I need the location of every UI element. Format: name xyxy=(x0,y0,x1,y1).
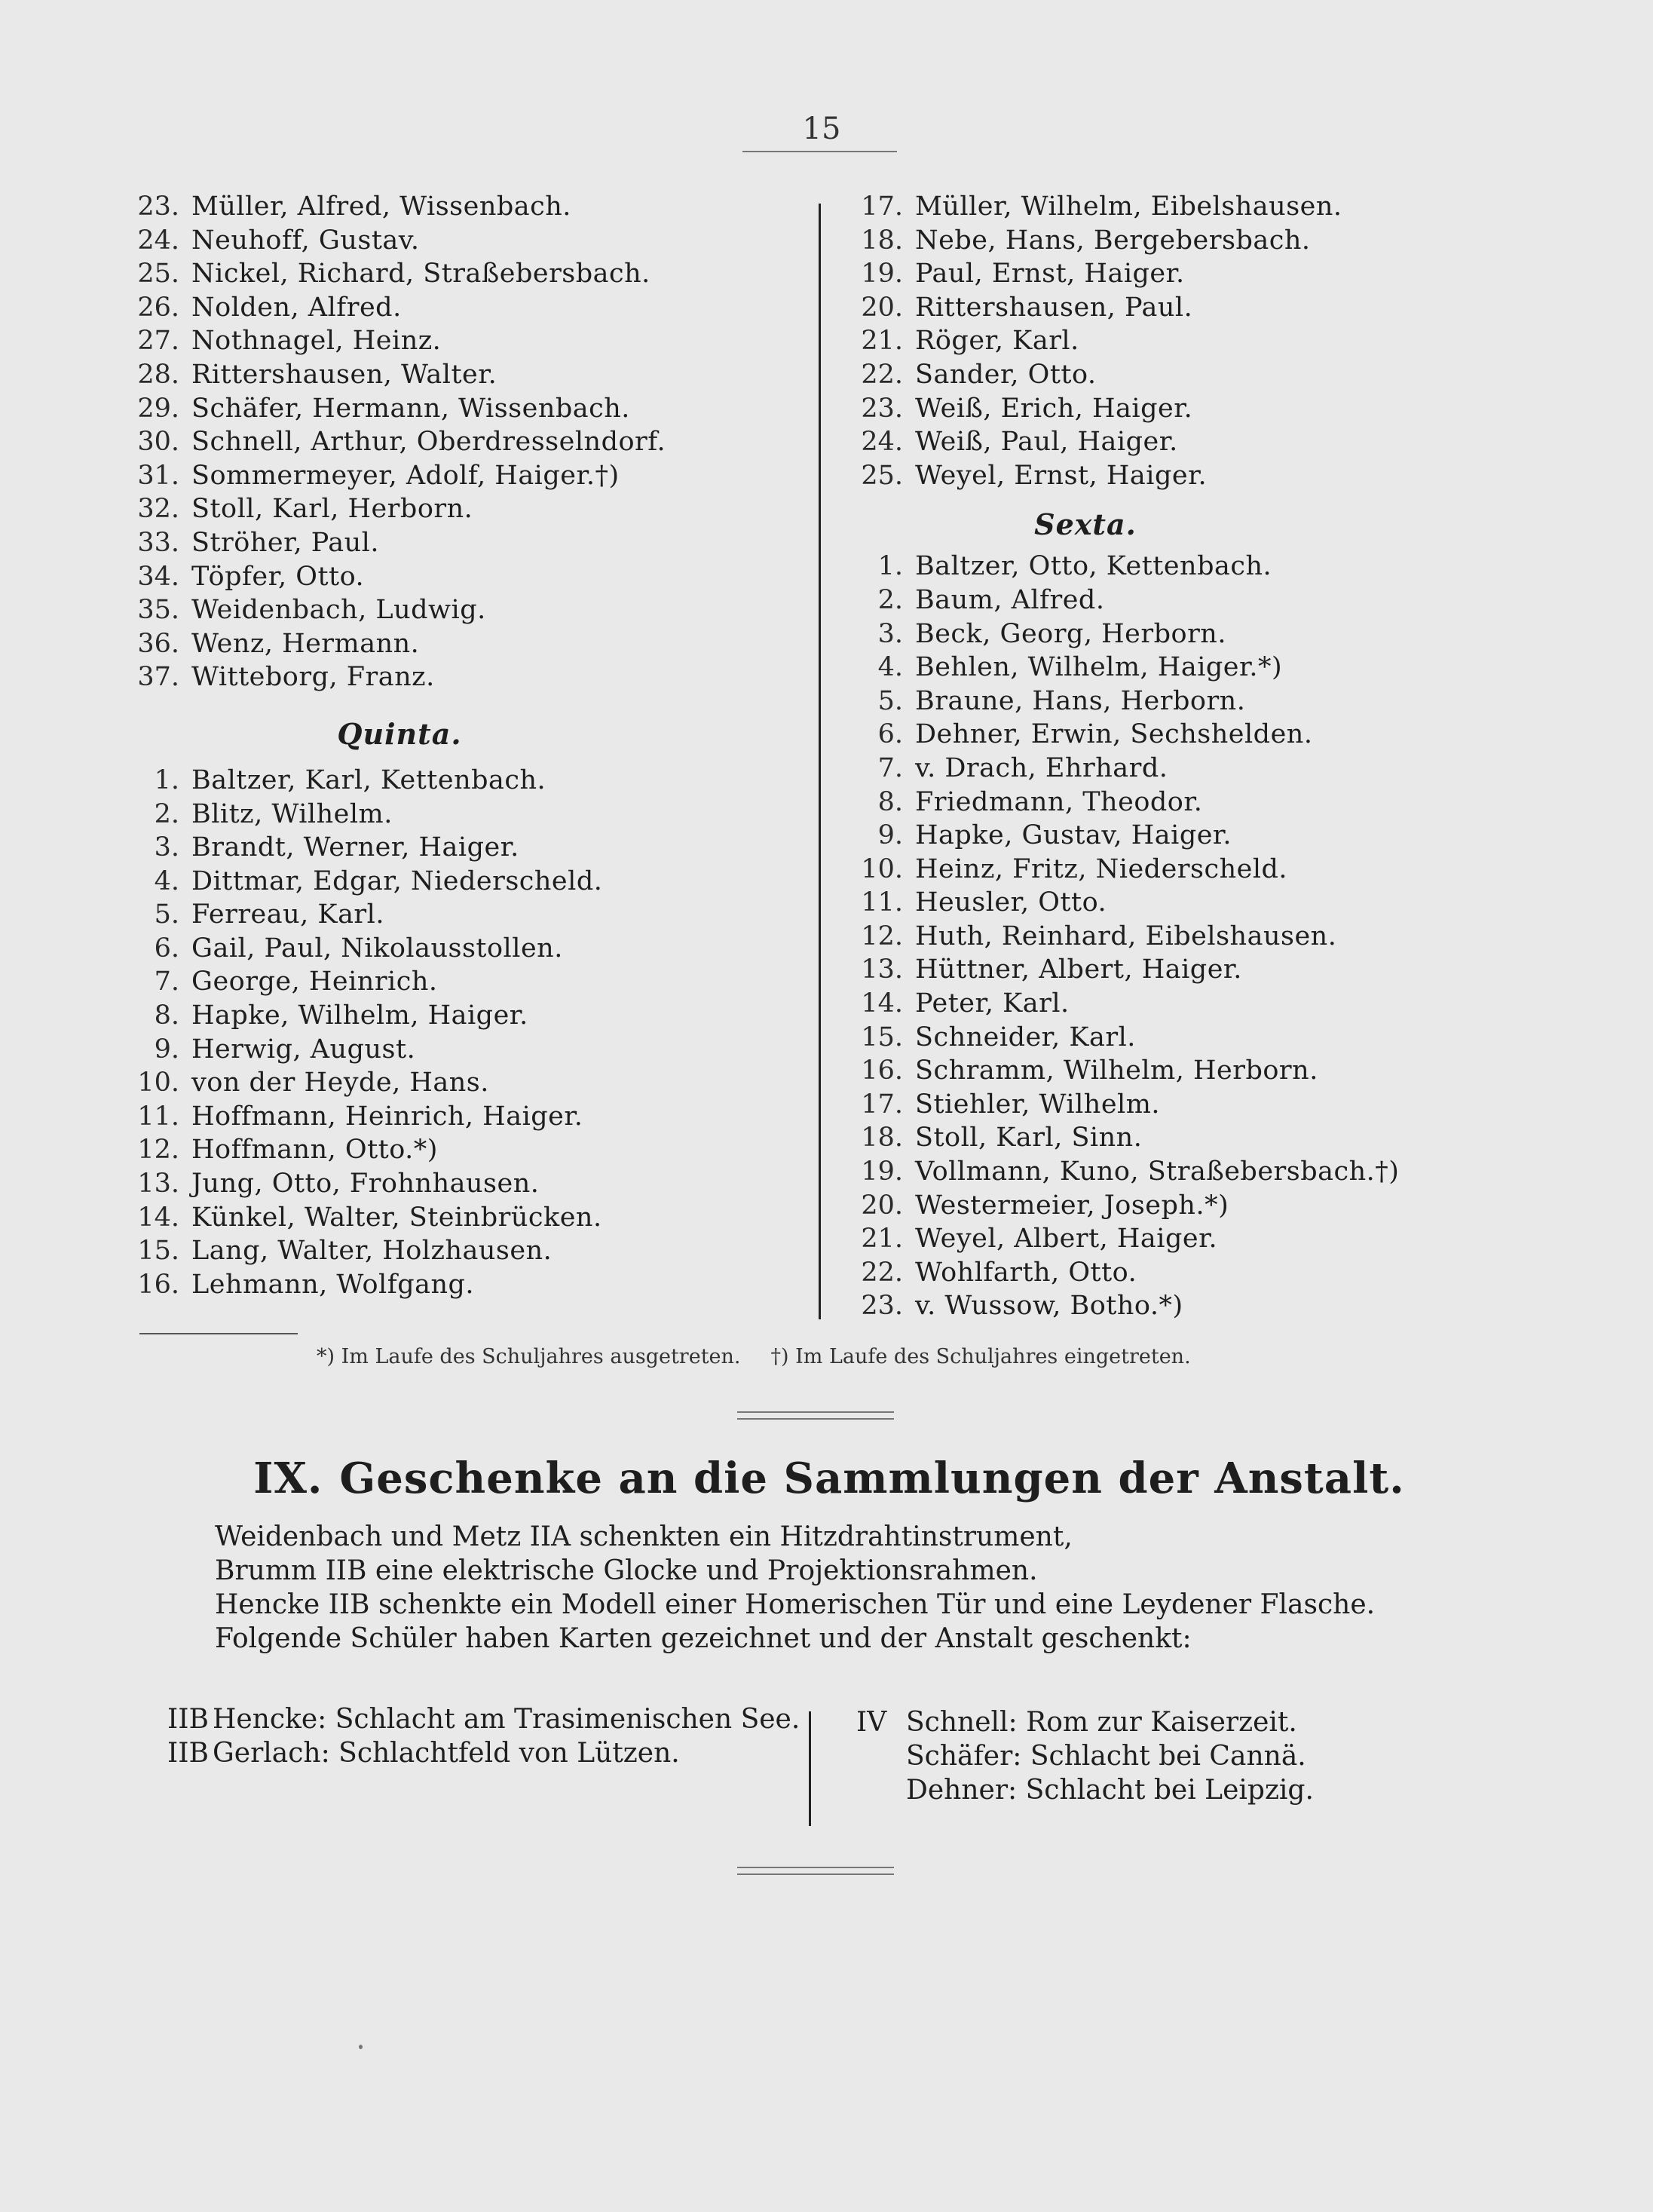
list-item-name: Dittmar, Edgar, Niederscheld. xyxy=(191,865,603,896)
footnote-rule xyxy=(139,1333,298,1334)
list-item-name: Hüttner, Albert, Haiger. xyxy=(915,954,1242,985)
list-item xyxy=(121,257,799,291)
list-item-name: Ströher, Paul. xyxy=(191,527,379,558)
quinta-list xyxy=(121,764,799,1302)
list-item xyxy=(121,593,799,627)
list-item xyxy=(121,190,799,224)
list-item-name: Braune, Hans, Herborn. xyxy=(915,685,1246,716)
column-divider xyxy=(819,204,821,1319)
list-item-name: Schnell, Arthur, Oberdresselndorf. xyxy=(191,427,666,458)
list-item-name: Peter, Karl. xyxy=(915,988,1070,1019)
list-item xyxy=(121,965,799,999)
list-item xyxy=(121,764,799,798)
list-item-number: 27. xyxy=(137,326,179,357)
list-item-name: Weiß, Paul, Haiger. xyxy=(915,427,1178,458)
list-item-number: 28. xyxy=(137,359,179,390)
list-item xyxy=(844,1088,1523,1122)
list-item-number: 20. xyxy=(861,292,903,323)
list-item xyxy=(844,1256,1523,1290)
list-item-number: 5. xyxy=(877,685,903,716)
gifts-left xyxy=(167,1702,823,1770)
list-item-number: 21. xyxy=(861,1224,903,1255)
list-item-number: 23. xyxy=(861,393,903,424)
gifts-divider xyxy=(809,1711,811,1826)
list-item xyxy=(844,651,1523,685)
gift-text: Hencke: Schlacht am Trasimenischen See. xyxy=(213,1704,800,1735)
list-item-name: Hoffmann, Otto.*) xyxy=(191,1135,438,1166)
paragraph-line: Weidenbach und Metz IIA schenkten ein Hitzdrahtinstrument, xyxy=(215,1521,1073,1552)
list-item xyxy=(844,920,1523,954)
list-item xyxy=(844,886,1523,920)
list-item xyxy=(844,1222,1523,1256)
list-item-name: Sander, Otto. xyxy=(915,359,1097,390)
gift-row xyxy=(856,1773,1474,1807)
list-item-number: 19. xyxy=(861,1157,903,1187)
list-item-name: Baltzer, Otto, Kettenbach. xyxy=(915,551,1272,582)
list-item-name: Rittershausen, Walter. xyxy=(191,359,497,390)
list-item-name: Ferreau, Karl. xyxy=(191,899,384,930)
list-item-name: Schneider, Karl. xyxy=(915,1022,1136,1052)
list-item xyxy=(121,1033,799,1067)
gift-class: IIB xyxy=(167,1738,209,1769)
list-item xyxy=(844,1189,1523,1223)
list-item-name: Brandt, Werner, Haiger. xyxy=(191,832,519,863)
list-item xyxy=(844,685,1523,718)
paragraph-line: Folgende Schüler haben Karten gezeichnet und der Anstalt geschenkt: xyxy=(215,1623,1192,1654)
list-item-number: 2. xyxy=(154,798,179,829)
list-item-number: 17. xyxy=(861,1089,903,1120)
list-item-name: von der Heyde, Hans. xyxy=(191,1068,489,1098)
page-number-rule xyxy=(742,151,897,152)
list-item-number: 35. xyxy=(137,595,179,626)
list-item-name: Nolden, Alfred. xyxy=(191,292,402,323)
list-item-name: Baltzer, Karl, Kettenbach. xyxy=(191,764,546,795)
list-item-number: 36. xyxy=(137,628,179,659)
list-item-number: 9. xyxy=(154,1034,179,1065)
list-item xyxy=(121,1100,799,1134)
section-separator-top xyxy=(737,1411,894,1420)
list-item xyxy=(844,819,1523,853)
list-item-name: Müller, Wilhelm, Eibelshausen. xyxy=(915,191,1342,222)
list-item-name: Schramm, Wilhelm, Herborn. xyxy=(915,1055,1318,1086)
list-item xyxy=(121,358,799,392)
right-column xyxy=(844,190,1523,1323)
list-item xyxy=(844,550,1523,584)
list-item xyxy=(121,898,799,932)
list-item xyxy=(844,1289,1523,1323)
gift-class: IV xyxy=(856,1707,887,1738)
paragraph-line: Hencke IIB schenkte ein Modell einer Homerischen Tür und eine Leydener Flasche. xyxy=(215,1589,1376,1620)
list-item-name: Hapke, Gustav, Haiger. xyxy=(915,820,1232,851)
list-item xyxy=(121,865,799,899)
list-item-name: Friedmann, Theodor. xyxy=(915,786,1203,817)
list-item xyxy=(844,853,1523,887)
left-column xyxy=(121,190,799,1301)
list-item-name: Heusler, Otto. xyxy=(915,887,1107,918)
list-item-number: 13. xyxy=(137,1169,179,1199)
list-item xyxy=(121,425,799,459)
list-item xyxy=(121,1268,799,1302)
gift-text: Schnell: Rom zur Kaiserzeit. xyxy=(906,1707,1297,1738)
list-item xyxy=(844,617,1523,651)
list-item-number: 24. xyxy=(137,225,179,256)
list-item xyxy=(844,358,1523,392)
list-item-name: Nothnagel, Heinz. xyxy=(191,326,442,357)
list-item xyxy=(121,560,799,594)
list-item-number: 1. xyxy=(877,551,903,582)
list-item-name: Jung, Otto, Frohnhausen. xyxy=(191,1169,540,1199)
list-item-name: Paul, Ernst, Haiger. xyxy=(915,259,1185,290)
list-item xyxy=(844,224,1523,258)
paper-speck xyxy=(359,2045,363,2049)
list-item xyxy=(844,953,1523,987)
section-paragraph xyxy=(215,1520,1459,1656)
list-item-number: 29. xyxy=(137,393,179,424)
list-item-number: 25. xyxy=(137,259,179,290)
list-item-number: 14. xyxy=(861,988,903,1019)
list-item xyxy=(844,786,1523,820)
sexta-list xyxy=(844,550,1523,1323)
list-item xyxy=(844,1021,1523,1055)
list-item xyxy=(844,324,1523,358)
list-item-name: Behlen, Wilhelm, Haiger.*) xyxy=(915,652,1283,683)
list-item-number: 12. xyxy=(861,921,903,951)
list-item-number: 23. xyxy=(137,191,179,222)
list-item-name: Blitz, Wilhelm. xyxy=(191,798,393,829)
list-item-number: 26. xyxy=(137,292,179,323)
gift-class: IIB xyxy=(167,1704,209,1735)
list-item-number: 37. xyxy=(137,662,179,693)
list-item-name: Dehner, Erwin, Sechshelden. xyxy=(915,719,1313,750)
list-item xyxy=(121,1234,799,1268)
gift-row xyxy=(167,1702,823,1736)
list-item-number: 6. xyxy=(877,719,903,750)
list-item-number: 3. xyxy=(877,618,903,649)
list-item-name: v. Wussow, Botho.*) xyxy=(915,1291,1183,1322)
list-item-name: Weyel, Albert, Haiger. xyxy=(915,1224,1218,1255)
list-item-number: 32. xyxy=(137,494,179,525)
list-item-number: 30. xyxy=(137,427,179,458)
list-item xyxy=(844,459,1523,493)
list-item-number: 2. xyxy=(877,584,903,615)
gift-text: Gerlach: Schlachtfeld von Lützen. xyxy=(213,1738,680,1769)
list-item xyxy=(844,425,1523,459)
list-item-name: Weyel, Ernst, Haiger. xyxy=(915,460,1208,491)
list-item-number: 14. xyxy=(137,1202,179,1233)
page-number: 15 xyxy=(802,112,841,146)
list-item xyxy=(121,459,799,493)
gift-text: Schäfer: Schlacht bei Cannä. xyxy=(906,1741,1306,1772)
footnote-left: *) Im Laufe des Schuljahres ausgetreten. xyxy=(317,1345,741,1368)
list-item-number: 1. xyxy=(154,764,179,795)
list-item-number: 23. xyxy=(861,1291,903,1322)
section-heading: Geschenke an die Sammlungen der Anstalt. xyxy=(339,1454,1405,1503)
list-item-number: 13. xyxy=(861,954,903,985)
list-item-number: 15. xyxy=(861,1022,903,1052)
list-item-number: 15. xyxy=(137,1236,179,1267)
continued-list-right xyxy=(844,190,1523,492)
list-item-number: 20. xyxy=(861,1190,903,1221)
footnotes xyxy=(317,1345,1372,1368)
list-item-number: 11. xyxy=(137,1101,179,1132)
list-item xyxy=(844,291,1523,325)
list-item-name: Röger, Karl. xyxy=(915,326,1079,357)
continued-list-left xyxy=(121,190,799,694)
list-item xyxy=(844,584,1523,617)
sexta-heading: Sexta. xyxy=(1034,507,1137,542)
list-item xyxy=(121,932,799,966)
list-item-number: 4. xyxy=(877,652,903,683)
list-item-name: Sommermeyer, Adolf, Haiger.†) xyxy=(191,460,620,491)
list-item-number: 17. xyxy=(861,191,903,222)
list-item-name: Beck, Georg, Herborn. xyxy=(915,618,1226,649)
list-item-number: 6. xyxy=(154,933,179,964)
list-item-number: 10. xyxy=(137,1068,179,1098)
list-item xyxy=(121,392,799,426)
list-item xyxy=(121,1066,799,1100)
list-item-number: 16. xyxy=(861,1055,903,1086)
gift-class xyxy=(856,1773,906,1807)
list-item-number: 18. xyxy=(861,1123,903,1153)
list-item-name: Nickel, Richard, Straßebersbach. xyxy=(191,259,650,290)
gift-class xyxy=(856,1739,906,1773)
list-item-number: 18. xyxy=(861,225,903,256)
list-item xyxy=(121,492,799,526)
list-item-number: 3. xyxy=(154,832,179,863)
list-item xyxy=(121,224,799,258)
list-item xyxy=(121,798,799,832)
list-item xyxy=(121,324,799,358)
list-item-name: Töpfer, Otto. xyxy=(191,561,365,592)
list-item xyxy=(844,752,1523,786)
list-item-name: Gail, Paul, Nikolausstollen. xyxy=(191,933,563,964)
gift-row xyxy=(856,1705,1474,1739)
list-item xyxy=(844,190,1523,224)
list-item-name: v. Drach, Ehrhard. xyxy=(915,752,1168,783)
list-item xyxy=(121,831,799,865)
list-item-number: 31. xyxy=(137,460,179,491)
list-item-number: 34. xyxy=(137,561,179,592)
list-item-name: Stiehler, Wilhelm. xyxy=(915,1089,1161,1120)
list-item-name: Lang, Walter, Holzhausen. xyxy=(191,1236,553,1267)
list-item-number: 4. xyxy=(154,865,179,896)
list-item-number: 22. xyxy=(861,359,903,390)
list-item-number: 11. xyxy=(861,887,903,918)
list-item-name: Westermeier, Joseph.*) xyxy=(915,1190,1229,1221)
list-item-number: 19. xyxy=(861,259,903,290)
quinta-heading: Quinta. xyxy=(337,716,462,751)
gift-row xyxy=(856,1739,1474,1773)
list-item-name: Vollmann, Kuno, Straßebersbach.†) xyxy=(915,1157,1400,1187)
list-item-number: 24. xyxy=(861,427,903,458)
list-item-name: Wenz, Hermann. xyxy=(191,628,420,659)
paragraph-line: Brumm IIB eine elektrische Glocke und Projektionsrahmen. xyxy=(215,1555,1038,1586)
list-item-number: 22. xyxy=(861,1257,903,1288)
list-item-name: Heinz, Fritz, Niederscheld. xyxy=(915,853,1288,884)
list-item-name: Nebe, Hans, Bergebersbach. xyxy=(915,225,1311,256)
list-item xyxy=(844,987,1523,1021)
list-item-name: Hapke, Wilhelm, Haiger. xyxy=(191,1000,528,1031)
list-item xyxy=(844,392,1523,426)
list-item-number: 25. xyxy=(861,460,903,491)
list-item-number: 16. xyxy=(137,1269,179,1300)
list-item-name: George, Heinrich. xyxy=(191,967,438,997)
section-numeral: IX. xyxy=(253,1454,323,1503)
list-item-name: Weiß, Erich, Haiger. xyxy=(915,393,1193,424)
list-item-name: Neuhoff, Gustav. xyxy=(191,225,420,256)
list-item-number: 10. xyxy=(861,853,903,884)
list-item xyxy=(121,291,799,325)
list-item-name: Müller, Alfred, Wissenbach. xyxy=(191,191,571,222)
list-item-number: 5. xyxy=(154,899,179,930)
list-item-name: Lehmann, Wolfgang. xyxy=(191,1269,475,1300)
list-item-name: Künkel, Walter, Steinbrücken. xyxy=(191,1202,602,1233)
list-item xyxy=(121,627,799,661)
list-item-name: Weidenbach, Ludwig. xyxy=(191,595,486,626)
list-item-name: Huth, Reinhard, Eibelshausen. xyxy=(915,921,1337,951)
list-item-number: 21. xyxy=(861,326,903,357)
list-item-number: 8. xyxy=(877,786,903,817)
list-item-number: 7. xyxy=(154,967,179,997)
list-item-number: 9. xyxy=(877,820,903,851)
list-item-name: Stoll, Karl, Herborn. xyxy=(191,494,473,525)
list-item-name: Rittershausen, Paul. xyxy=(915,292,1193,323)
list-item-name: Witteborg, Franz. xyxy=(191,662,435,693)
section-title xyxy=(226,1454,1432,1503)
list-item xyxy=(121,1167,799,1201)
list-item xyxy=(121,999,799,1033)
list-item-name: Baum, Alfred. xyxy=(915,584,1105,615)
list-item xyxy=(121,660,799,694)
gift-text: Dehner: Schlacht bei Leipzig. xyxy=(906,1775,1314,1806)
list-item xyxy=(121,526,799,560)
list-item xyxy=(844,1155,1523,1189)
list-item-number: 33. xyxy=(137,527,179,558)
gift-row xyxy=(167,1736,823,1770)
list-item-number: 8. xyxy=(154,1000,179,1031)
list-item xyxy=(844,1054,1523,1088)
gifts-right xyxy=(856,1705,1474,1807)
section-separator-bottom xyxy=(737,1867,894,1875)
list-item xyxy=(844,1121,1523,1155)
list-item-name: Stoll, Karl, Sinn. xyxy=(915,1123,1143,1153)
list-item xyxy=(844,257,1523,291)
list-item-number: 12. xyxy=(137,1135,179,1166)
list-item xyxy=(121,1133,799,1167)
list-item xyxy=(844,718,1523,752)
list-item-name: Schäfer, Hermann, Wissenbach. xyxy=(191,393,630,424)
list-item-number: 7. xyxy=(877,752,903,783)
list-item xyxy=(121,1201,799,1235)
footnote-right: †) Im Laufe des Schuljahres eingetreten. xyxy=(770,1345,1191,1368)
list-item-name: Hoffmann, Heinrich, Haiger. xyxy=(191,1101,583,1132)
list-item-name: Wohlfarth, Otto. xyxy=(915,1257,1137,1288)
list-item-name: Herwig, August. xyxy=(191,1034,416,1065)
